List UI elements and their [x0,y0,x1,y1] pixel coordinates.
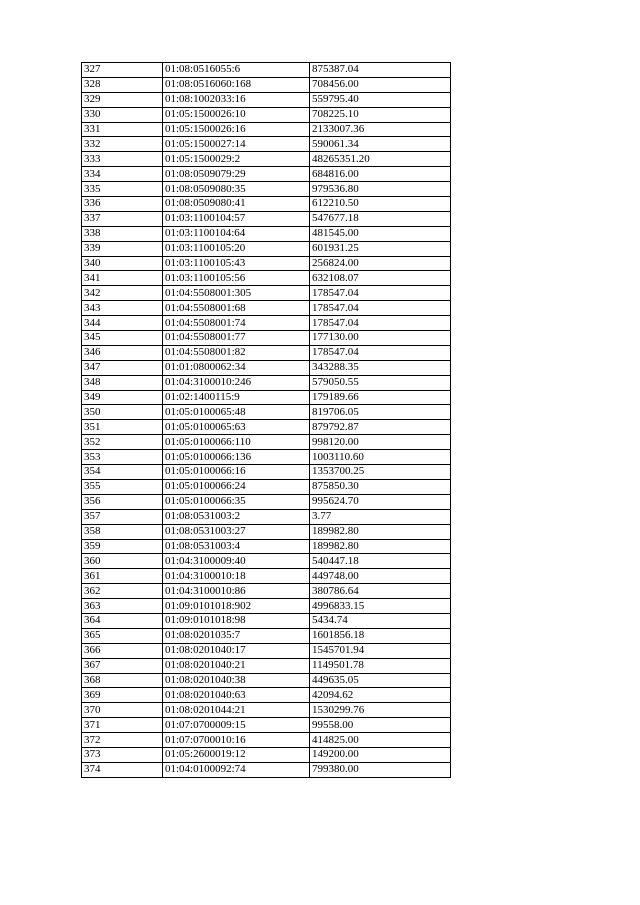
table-row [82,643,451,658]
value-cell: 1353700.25 [310,465,451,480]
value-cell: 1530299.76 [310,703,451,718]
value-cell: 189982.80 [310,539,451,554]
cadastral-number-cell: 01:05:0100066:35 [163,494,310,509]
row-number-cell: 332 [82,137,163,152]
cadastral-number-cell: 01:01:0800062:34 [163,360,310,375]
value-cell: 819706.05 [310,405,451,420]
table-row [82,167,451,182]
cadastral-number-cell: 01:08:0201040:21 [163,658,310,673]
row-number-cell: 349 [82,390,163,405]
cadastral-number-cell: 01:08:0201040:38 [163,673,310,688]
row-number-cell: 350 [82,405,163,420]
row-number-cell: 354 [82,465,163,480]
value-cell: 178547.04 [310,286,451,301]
table-row [82,420,451,435]
table-row [82,92,451,107]
cadastral-number-cell: 01:02:1400115:9 [163,390,310,405]
row-number-cell: 357 [82,509,163,524]
table-row [82,509,451,524]
row-number-cell: 352 [82,435,163,450]
row-number-cell: 359 [82,539,163,554]
cadastral-number-cell: 01:04:3100010:86 [163,584,310,599]
table-body [82,63,451,778]
value-cell: 799380.00 [310,762,451,777]
table-row [82,628,451,643]
row-number-cell: 348 [82,375,163,390]
value-cell: 879792.87 [310,420,451,435]
table-row [82,77,451,92]
cadastral-number-cell: 01:04:5508001:68 [163,301,310,316]
table-row [82,390,451,405]
table-row [82,241,451,256]
cadastral-number-cell: 01:04:3100009:40 [163,554,310,569]
table-row [82,569,451,584]
row-number-cell: 366 [82,643,163,658]
table-row [82,316,451,331]
row-number-cell: 333 [82,152,163,167]
cadastral-number-cell: 01:05:2600019:12 [163,747,310,762]
value-cell: 380786.64 [310,584,451,599]
value-cell: 684816.00 [310,167,451,182]
value-cell: 1545701.94 [310,643,451,658]
cadastral-number-cell: 01:09:0101018:98 [163,613,310,628]
value-cell: 708456.00 [310,77,451,92]
row-number-cell: 338 [82,226,163,241]
table-row [82,688,451,703]
cadastral-number-cell: 01:05:0100066:136 [163,450,310,465]
row-number-cell: 335 [82,182,163,197]
value-cell: 601931.25 [310,241,451,256]
row-number-cell: 345 [82,331,163,346]
row-number-cell: 331 [82,122,163,137]
cadastral-number-cell: 01:04:3100010:18 [163,569,310,584]
cadastral-number-cell: 01:05:1500026:10 [163,107,310,122]
value-cell: 149200.00 [310,747,451,762]
value-cell: 875850.30 [310,479,451,494]
value-cell: 48265351.20 [310,152,451,167]
value-cell: 1149501.78 [310,658,451,673]
row-number-cell: 327 [82,63,163,78]
table-row [82,360,451,375]
table-row [82,479,451,494]
table-row [82,375,451,390]
table-row [82,524,451,539]
table-row [82,718,451,733]
cadastral-number-cell: 01:03:1100105:20 [163,241,310,256]
value-cell: 979536.80 [310,182,451,197]
value-cell: 559795.40 [310,92,451,107]
row-number-cell: 328 [82,77,163,92]
cadastral-number-cell: 01:08:0531003:2 [163,509,310,524]
value-cell: 579050.55 [310,375,451,390]
value-cell: 875387.04 [310,63,451,78]
cadastral-number-cell: 01:05:0100066:16 [163,465,310,480]
value-cell: 449748.00 [310,569,451,584]
cadastral-number-cell: 01:08:0201040:63 [163,688,310,703]
table-row [82,658,451,673]
value-cell: 540447.18 [310,554,451,569]
table-row [82,465,451,480]
table-row [82,122,451,137]
table-row [82,271,451,286]
row-number-cell: 329 [82,92,163,107]
cadastral-number-cell: 01:08:0531003:4 [163,539,310,554]
table-row [82,211,451,226]
table-row [82,152,451,167]
row-number-cell: 358 [82,524,163,539]
cadastral-number-cell: 01:03:1100104:57 [163,211,310,226]
value-cell: 178547.04 [310,301,451,316]
row-number-cell: 373 [82,747,163,762]
value-cell: 998120.00 [310,435,451,450]
table-row [82,494,451,509]
table-row [82,63,451,78]
table-row [82,599,451,614]
row-number-cell: 347 [82,360,163,375]
value-cell: 414825.00 [310,733,451,748]
row-number-cell: 360 [82,554,163,569]
value-cell: 590061.34 [310,137,451,152]
cadastral-number-cell: 01:03:1100105:43 [163,256,310,271]
row-number-cell: 337 [82,211,163,226]
row-number-cell: 343 [82,301,163,316]
row-number-cell: 334 [82,167,163,182]
cadastral-number-cell: 01:04:5508001:77 [163,331,310,346]
value-cell: 42094.62 [310,688,451,703]
table-row [82,539,451,554]
table-row [82,613,451,628]
row-number-cell: 353 [82,450,163,465]
cadastral-number-cell: 01:08:0516060:168 [163,77,310,92]
row-number-cell: 341 [82,271,163,286]
cadastral-number-cell: 01:08:0201035:7 [163,628,310,643]
row-number-cell: 362 [82,584,163,599]
row-number-cell: 351 [82,420,163,435]
row-number-cell: 346 [82,345,163,360]
data-table [81,62,451,778]
table-row [82,137,451,152]
table-row [82,226,451,241]
value-cell: 547677.18 [310,211,451,226]
cadastral-number-cell: 01:05:0100065:63 [163,420,310,435]
value-cell: 189982.80 [310,524,451,539]
cadastral-number-cell: 01:07:0700009:15 [163,718,310,733]
table-row [82,747,451,762]
value-cell: 708225.10 [310,107,451,122]
row-number-cell: 370 [82,703,163,718]
row-number-cell: 355 [82,479,163,494]
table-row [82,584,451,599]
table-row [82,405,451,420]
cadastral-number-cell: 01:03:1100104:64 [163,226,310,241]
cadastral-number-cell: 01:08:0509080:35 [163,182,310,197]
cadastral-number-cell: 01:04:5508001:82 [163,345,310,360]
cadastral-number-cell: 01:08:0509080:41 [163,197,310,212]
cadastral-number-cell: 01:05:1500027:14 [163,137,310,152]
value-cell: 612210.50 [310,197,451,212]
row-number-cell: 369 [82,688,163,703]
value-cell: 178547.04 [310,316,451,331]
cadastral-number-cell: 01:07:0700010:16 [163,733,310,748]
table-row [82,301,451,316]
row-number-cell: 330 [82,107,163,122]
table-row [82,435,451,450]
row-number-cell: 340 [82,256,163,271]
value-cell: 449635.05 [310,673,451,688]
cadastral-number-cell: 01:05:1500026:16 [163,122,310,137]
table-row [82,703,451,718]
value-cell: 343288.35 [310,360,451,375]
cadastral-number-cell: 01:04:3100010:246 [163,375,310,390]
table-row [82,554,451,569]
value-cell: 179189.66 [310,390,451,405]
value-cell: 99558.00 [310,718,451,733]
table-row [82,733,451,748]
cadastral-number-cell: 01:05:1500029:2 [163,152,310,167]
table-row [82,331,451,346]
table-row [82,450,451,465]
table-row [82,197,451,212]
row-number-cell: 344 [82,316,163,331]
table-row [82,256,451,271]
value-cell: 4996833.15 [310,599,451,614]
value-cell: 632108.07 [310,271,451,286]
value-cell: 178547.04 [310,345,451,360]
cadastral-number-cell: 01:08:0516055:6 [163,63,310,78]
row-number-cell: 367 [82,658,163,673]
value-cell: 2133007.36 [310,122,451,137]
value-cell: 1601856.18 [310,628,451,643]
value-cell: 995624.70 [310,494,451,509]
row-number-cell: 365 [82,628,163,643]
cadastral-number-cell: 01:08:1002033:16 [163,92,310,107]
row-number-cell: 339 [82,241,163,256]
cadastral-number-cell: 01:09:0101018:902 [163,599,310,614]
cadastral-number-cell: 01:08:0509079:29 [163,167,310,182]
row-number-cell: 372 [82,733,163,748]
row-number-cell: 361 [82,569,163,584]
cadastral-number-cell: 01:03:1100105:56 [163,271,310,286]
row-number-cell: 363 [82,599,163,614]
cadastral-number-cell: 01:04:5508001:305 [163,286,310,301]
row-number-cell: 342 [82,286,163,301]
value-cell: 481545.00 [310,226,451,241]
value-cell: 256824.00 [310,256,451,271]
table-row [82,345,451,360]
row-number-cell: 368 [82,673,163,688]
table-row [82,762,451,777]
cadastral-number-cell: 01:04:5508001:74 [163,316,310,331]
cadastral-number-cell: 01:05:0100066:110 [163,435,310,450]
table-row [82,286,451,301]
value-cell: 177130.00 [310,331,451,346]
table-row [82,182,451,197]
value-cell: 1003110.60 [310,450,451,465]
value-cell: 3.77 [310,509,451,524]
cadastral-number-cell: 01:08:0201040:17 [163,643,310,658]
cadastral-number-cell: 01:05:0100065:48 [163,405,310,420]
table-row [82,107,451,122]
row-number-cell: 364 [82,613,163,628]
row-number-cell: 374 [82,762,163,777]
row-number-cell: 356 [82,494,163,509]
row-number-cell: 336 [82,197,163,212]
cadastral-number-cell: 01:08:0531003:27 [163,524,310,539]
row-number-cell: 371 [82,718,163,733]
value-cell: 5434.74 [310,613,451,628]
cadastral-number-cell: 01:04:0100092:74 [163,762,310,777]
table-row [82,673,451,688]
cadastral-number-cell: 01:05:0100066:24 [163,479,310,494]
cadastral-number-cell: 01:08:0201044:21 [163,703,310,718]
